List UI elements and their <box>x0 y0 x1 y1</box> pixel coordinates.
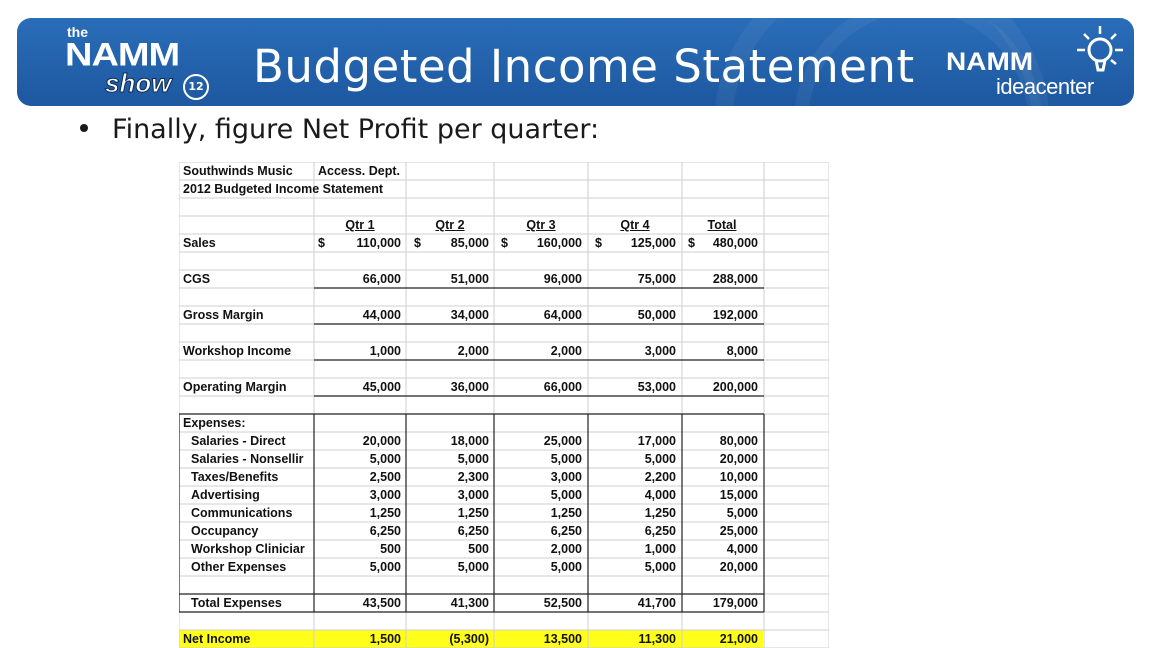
cgs-value: 96,000 <box>543 272 582 286</box>
expense-value: 2,200 <box>644 470 676 484</box>
workshop-income-value: 8,000 <box>726 344 758 358</box>
operating-margin-value: 53,000 <box>637 380 676 394</box>
expense-value: 1,250 <box>457 506 489 520</box>
namm-show-logo <box>47 24 217 104</box>
expense-value: 80,000 <box>719 434 758 448</box>
operating-margin-value: 200,000 <box>712 380 758 394</box>
expense-value: 17,000 <box>637 434 676 448</box>
expense-value: 25,000 <box>543 434 582 448</box>
gross-margin-value: 34,000 <box>450 308 489 322</box>
currency-sign: $ <box>318 236 325 250</box>
cgs-value: 75,000 <box>637 272 676 286</box>
sales-value: 160,000 <box>536 236 582 250</box>
bullet-point <box>80 114 599 145</box>
expense-label: Other Expenses <box>191 560 287 574</box>
expense-value: 500 <box>468 542 489 556</box>
row-label-net-income: Net Income <box>183 632 251 646</box>
expense-value: 1,000 <box>644 542 676 556</box>
expense-value: 6,250 <box>644 524 676 538</box>
expense-value: 20,000 <box>362 434 401 448</box>
expense-value: 3,000 <box>369 488 401 502</box>
total-expenses-value: 179,000 <box>712 596 758 610</box>
logo-year-badge: 12 <box>183 74 209 100</box>
expense-value: 20,000 <box>719 452 758 466</box>
bullet-dot-icon <box>80 124 88 132</box>
sales-value: 125,000 <box>630 236 676 250</box>
currency-sign: $ <box>688 236 695 250</box>
expense-label: Taxes/Benefits <box>191 470 279 484</box>
company-name: Southwinds Music <box>183 164 293 178</box>
expense-value: 25,000 <box>719 524 758 538</box>
expense-value: 1,250 <box>550 506 582 520</box>
lightbulb-icon <box>1070 22 1126 78</box>
operating-margin-value: 45,000 <box>362 380 401 394</box>
expense-label: Communications <box>191 506 293 520</box>
total-expenses-value: 41,300 <box>450 596 489 610</box>
expense-label: Salaries - Nonsellir <box>191 452 304 466</box>
logo-namm-text: NAMM <box>65 37 180 73</box>
expense-value: 6,250 <box>457 524 489 538</box>
row-label-total-expenses: Total Expenses <box>191 596 282 610</box>
column-header-qtr2: Qtr 2 <box>435 218 465 232</box>
net-income-value: 11,300 <box>638 632 676 646</box>
expense-value: 6,250 <box>369 524 401 538</box>
expense-value: 20,000 <box>719 560 758 574</box>
row-label-sales: Sales <box>183 236 216 250</box>
page-title: Budgeted Income Statement <box>253 40 915 93</box>
income-statement-spreadsheet <box>179 162 829 648</box>
ideacenter-namm-text: NAMM <box>946 47 1034 76</box>
total-expenses-value: 52,500 <box>543 596 582 610</box>
logo-show-text: show <box>105 68 172 98</box>
net-income-value: 1,500 <box>369 632 401 646</box>
net-income-value: (5,300) <box>449 632 489 646</box>
sales-value: 85,000 <box>450 236 489 250</box>
net-income-value: 13,500 <box>543 632 582 646</box>
total-expenses-value: 41,700 <box>637 596 676 610</box>
expenses-header: Expenses: <box>183 416 246 430</box>
gross-margin-value: 192,000 <box>712 308 758 322</box>
net-income-value: 21,000 <box>719 632 758 646</box>
workshop-income-value: 1,000 <box>369 344 401 358</box>
currency-sign: $ <box>501 236 508 250</box>
cgs-value: 51,000 <box>450 272 489 286</box>
currency-sign: $ <box>595 236 602 250</box>
expense-value: 18,000 <box>450 434 489 448</box>
expense-label: Advertising <box>191 488 260 502</box>
expense-value: 15,000 <box>719 488 758 502</box>
statement-subtitle: 2012 Budgeted Income Statement <box>183 182 384 196</box>
expense-label: Occupancy <box>191 524 259 538</box>
expense-value: 2,500 <box>369 470 401 484</box>
column-header-total: Total <box>707 218 737 232</box>
gross-margin-value: 50,000 <box>637 308 676 322</box>
expense-value: 3,000 <box>550 470 582 484</box>
expense-label: Salaries - Direct <box>191 434 286 448</box>
sales-value: 110,000 <box>356 236 401 250</box>
gross-margin-value: 64,000 <box>543 308 582 322</box>
header-banner <box>17 18 1134 106</box>
expense-value: 4,000 <box>644 488 676 502</box>
expense-value: 5,000 <box>457 560 489 574</box>
expense-value: 1,250 <box>644 506 676 520</box>
operating-margin-value: 66,000 <box>543 380 582 394</box>
namm-ideacenter-logo <box>942 18 1142 106</box>
total-expenses-value: 43,500 <box>362 596 401 610</box>
expense-value: 2,300 <box>457 470 489 484</box>
expense-value: 4,000 <box>726 542 758 556</box>
workshop-income-value: 2,000 <box>550 344 582 358</box>
column-header-qtr3: Qtr 3 <box>526 218 556 232</box>
gross-margin-value: 44,000 <box>362 308 401 322</box>
column-header-qtr1: Qtr 1 <box>345 218 375 232</box>
ideacenter-text: ideacenter <box>996 74 1094 99</box>
expense-value: 5,000 <box>550 452 582 466</box>
expense-value: 5,000 <box>550 488 582 502</box>
expense-value: 3,000 <box>457 488 489 502</box>
cgs-value: 288,000 <box>712 272 758 286</box>
row-label-gross-margin: Gross Margin <box>183 308 264 322</box>
expense-value: 5,000 <box>457 452 489 466</box>
expense-value: 5,000 <box>644 452 676 466</box>
expense-value: 5,000 <box>369 452 401 466</box>
currency-sign: $ <box>414 236 421 250</box>
sales-value: 480,000 <box>712 236 758 250</box>
department-name: Access. Dept. <box>318 164 400 178</box>
expense-value: 10,000 <box>719 470 758 484</box>
bullet-text: Finally, figure Net Profit per quarter: <box>112 114 600 145</box>
workshop-income-value: 3,000 <box>644 344 676 358</box>
expense-value: 5,000 <box>726 506 758 520</box>
workshop-income-value: 2,000 <box>457 344 489 358</box>
row-label-workshop-income: Workshop Income <box>183 344 292 358</box>
logo-the-text: the <box>67 24 88 40</box>
expense-value: 500 <box>380 542 401 556</box>
row-label-cgs: CGS <box>183 272 211 286</box>
expense-value: 1,250 <box>369 506 401 520</box>
expense-label: Workshop Cliniciar <box>191 542 305 556</box>
operating-margin-value: 36,000 <box>450 380 489 394</box>
row-label-operating-margin: Operating Margin <box>183 380 287 394</box>
expense-value: 2,000 <box>550 542 582 556</box>
cgs-value: 66,000 <box>362 272 401 286</box>
expense-value: 6,250 <box>550 524 582 538</box>
expense-value: 5,000 <box>644 560 676 574</box>
expense-value: 5,000 <box>369 560 401 574</box>
column-header-qtr4: Qtr 4 <box>620 218 650 232</box>
expense-value: 5,000 <box>550 560 582 574</box>
